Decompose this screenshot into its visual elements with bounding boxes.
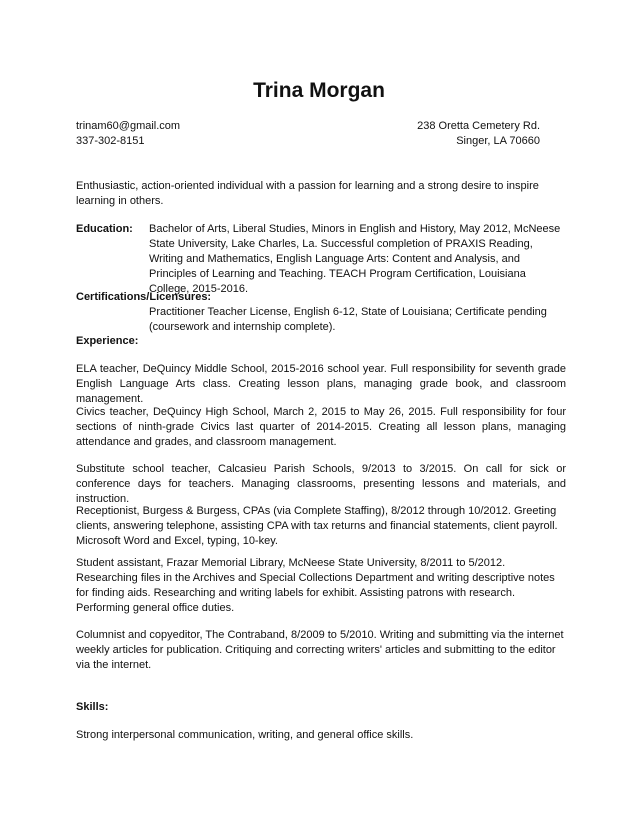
education-text: Bachelor of Arts, Liberal Studies, Minors in English and History, May 2012, McNeese State University, Lake Charles, La. Successful completion of PRAXIS Reading, Writing and Mathematics, English Language Arts: Content and Analysis, and Principles of Learning and Teaching. TEACH Program Certification, Louisiana College, 2015-2016. xyxy=(149,223,561,295)
address-line2: Singer, LA 70660 xyxy=(456,135,540,147)
email: trinam60@gmail.com xyxy=(76,120,181,132)
education-label: Education: xyxy=(76,223,133,235)
experience-label: Experience: xyxy=(76,335,139,347)
contact-right xyxy=(417,119,540,149)
skills-text: Strong interpersonal communication, writing, and general office skills. xyxy=(76,729,414,741)
skills-label: Skills: xyxy=(76,701,109,713)
experience-item: Columnist and copyeditor, The Contraband, 8/2009 to 5/2010. Writing and submitting via the internet weekly articles for publication. Critiquing and correcting writers' articles and submitting to the editor via the internet. xyxy=(76,629,564,671)
education-section xyxy=(76,222,566,297)
phone: 337-302-8151 xyxy=(76,135,145,147)
experience-item: Student assistant, Frazar Memorial Library, McNeese State University, 8/2011 to 5/2012. Researching files in the Archives and Special Collections Department and writing descriptive notes for finding aids. Researching and writing labels for exhibit. Assisting patrons with research. Performing general office duties. xyxy=(76,557,555,614)
certifications-label: Certifications/Licensures: xyxy=(76,291,212,303)
experience-item: Receptionist, Burgess & Burgess, CPAs (via Complete Staffing), 8/2012 through 10/2012. Greeting clients, answering telephone, assisting CPA with tax returns and financial statements, client payroll. Microsoft Word and Excel, typing, 10-key. xyxy=(76,505,558,547)
certifications-text: Practitioner Teacher License, English 6-12, State of Louisiana; Certificate pending (coursework and internship complete). xyxy=(149,306,547,333)
experience-item: Civics teacher, DeQuincy High School, March 2, 2015 to May 26, 2015. Full responsibility for four sections of ninth-grade Civics last quarter of 2014-2015. Creating all lesson plans, managing attendance and grades, and classroom management. xyxy=(76,406,566,448)
contact-left xyxy=(76,119,180,149)
contact-row xyxy=(76,119,540,149)
experience-item: ELA teacher, DeQuincy Middle School, 2015-2016 school year. Full responsibility for seventh grade English Language Arts class. Creating lesson plans, managing grade book, and classroom management. xyxy=(76,363,566,405)
experience-item: Substitute school teacher, Calcasieu Parish Schools, 9/2013 to 3/2015. On call for sick or conference days for teachers. Managing classrooms, presenting lessons and materials, and instruction. xyxy=(76,463,566,505)
address-line1: 238 Oretta Cemetery Rd. xyxy=(417,120,540,132)
summary: Enthusiastic, action-oriented individual with a passion for learning and a strong desire to inspire learning in others. xyxy=(76,180,539,207)
candidate-name: Trina Morgan xyxy=(253,79,385,102)
